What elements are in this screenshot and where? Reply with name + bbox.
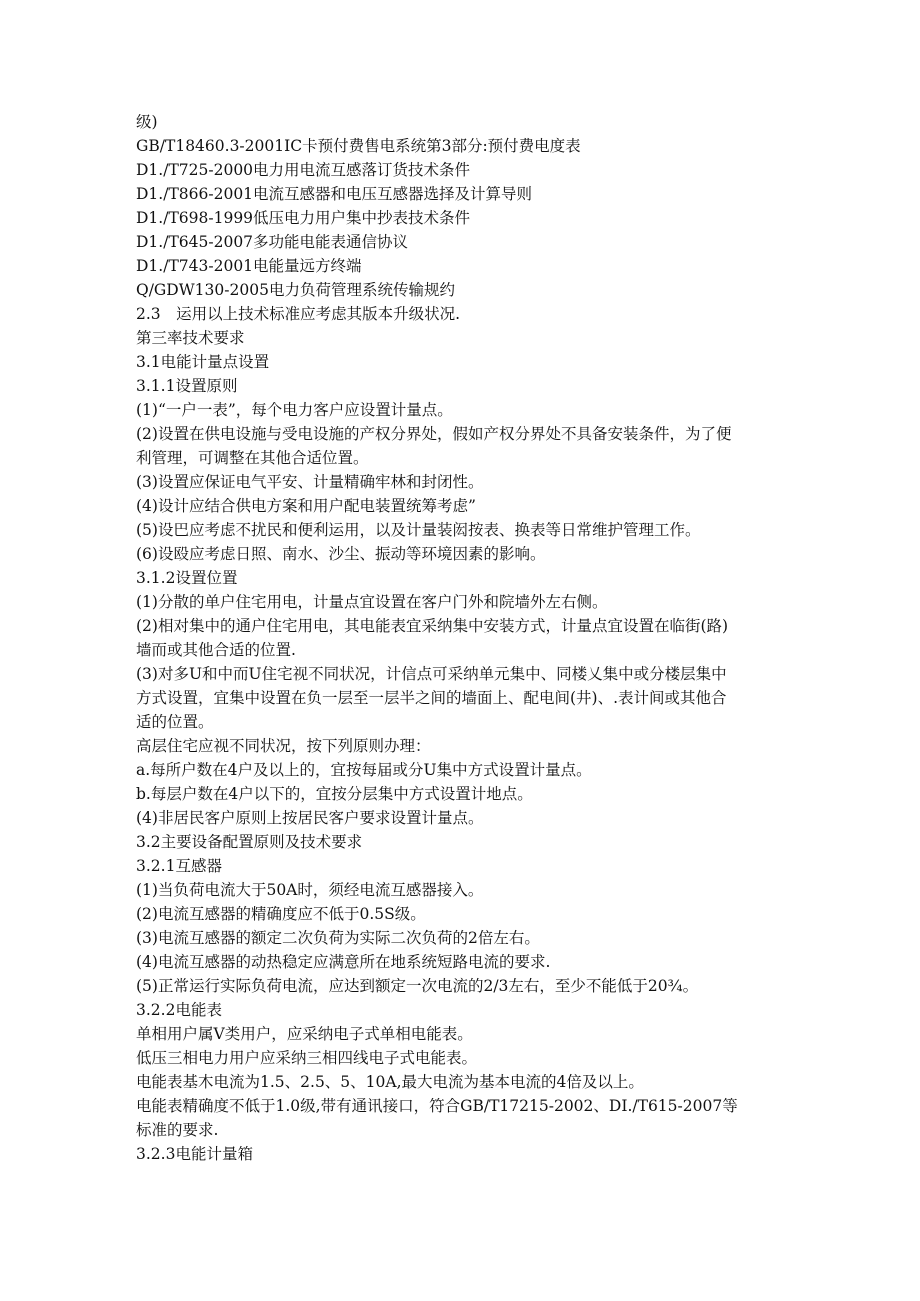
subsection-heading: 3.1.1设置原则 [136,377,238,395]
text-line: D1./T698-1999低压电力用户集中抄表技术条件 [136,209,471,227]
text-line: D1./T743-2001电能量远方终端 [136,257,362,275]
text-line: (3)设置应保证电气平安、计量精确牢林和封闭性。 [136,473,484,491]
text-line: 高层住宅应视不同状况，按下列原则办理： [136,737,431,755]
section-heading: 3.1电能计量点设置 [136,353,270,371]
text-line: (2)电流互感器的精确度应不低于0.5S级。 [136,905,426,923]
text-line: 级) [136,113,158,131]
text-line: GB/T18460.3-2001IC卡预付费售电系统第3部分:预付费电度表 [136,137,581,155]
text-line: 2.3 运用以上技术标准应考虑其版本升级状况. [136,305,461,323]
text-line: 利管理，可调整在其他合适位置。 [136,449,369,467]
subsection-heading: 3.2.2电能表 [136,1001,222,1019]
section-heading: 3.2主要设备配置原则及技术要求 [136,833,363,851]
text-line: (1)分散的单户住宅用电，计量点宜设置在客户门外和院墙外左右侧。 [136,593,608,611]
text-line: b.每层户数在4户以下的，宜按分层集中方式设置计地点。 [136,785,533,803]
text-line: (6)设殴应考虑日照、南水、沙尘、振动等环境因素的影响。 [136,545,546,563]
text-line: D1./T866-2001电流互感器和电压互感器选择及计算导则 [136,185,533,203]
text-line: 低压三相电力用户应采纳三相四线电子式电能表。 [136,1049,478,1067]
document-body [136,110,786,1166]
text-line: (1)当负荷电流大于50A时，须经电流互感器接入。 [136,881,484,899]
subsection-heading: 3.2.3电能计量箱 [136,1145,253,1163]
text-line: 适的位置。 [136,713,214,731]
text-line: (2)相对集中的通户住宅用电，其电能表宜采纳集中安装方式，计量点宜设置在临街(路) [136,617,729,635]
text-line: 墙而或其他合适的位置. [136,641,296,659]
text-line: (5)设巴应考虑不扰民和便利运用，以及计量装闳按表、换表等日常维护管理工作。 [136,521,701,539]
text-line: (4)非居民客户原则上按居民客户要求设置计量点。 [136,809,484,827]
text-line: (4)电流互感器的动热稳定应满意所在地系统短路电流的要求. [136,953,551,971]
text-line: (1)“一户一表”，每个电力客户应设置计量点。 [136,401,453,419]
text-line: Q/GDW130-2005电力负荷管理系统传输规约 [136,281,455,299]
subsection-heading: 3.2.1互感器 [136,857,222,875]
chapter-heading: 第三率技术要求 [136,329,245,347]
text-line: D1./T725-2000电力用电流互感落订货技术条件 [136,161,471,179]
text-line: (2)设置在供电设施与受电设施的产权分界处，假如产权分界处不具备安装条件，为了便 [136,425,732,443]
text-line: (3)电流互感器的额定二次负荷为实际二次负荷的2倍左右。 [136,929,540,947]
text-line: D1./T645-2007多功能电能表通信协议 [136,233,409,251]
text-line: 单相用户属V类用户，应采纳电子式单相电能表。 [136,1025,473,1043]
text-line: (3)对多U和中而U住宅视不同状况，计信点可采纳单元集中、同楼乂集中或分楼层集中 [136,665,727,683]
text-line: 标准的要求. [136,1121,219,1139]
text-line: 方式设置，宜集中设置在负一层至一层半之间的墙面上、配电间(井)、.表计间或其他合 [136,689,727,707]
subsection-heading: 3.1.2设置位置 [136,569,238,587]
text-line: (4)设计应结合供电方案和用户配电装置统筹考虑” [136,497,476,515]
text-line: 电能表基木电流为1.5、2.5、5、10A,最大电流为基本电流的4倍及以上。 [136,1073,644,1091]
text-line: a.每所户数在4户及以上的，宜按每届或分U集中方式设置计量点。 [136,761,592,779]
text-line: (5)正常运行实际负荷电流，应达到额定一次电流的2/3左右，至少不能低于20¾。 [136,977,699,995]
text-line: 电能表精确度不低于1.0级,带有通讯接口，符合GB/T17215-2002、DI./T615-2007等 [136,1097,738,1115]
